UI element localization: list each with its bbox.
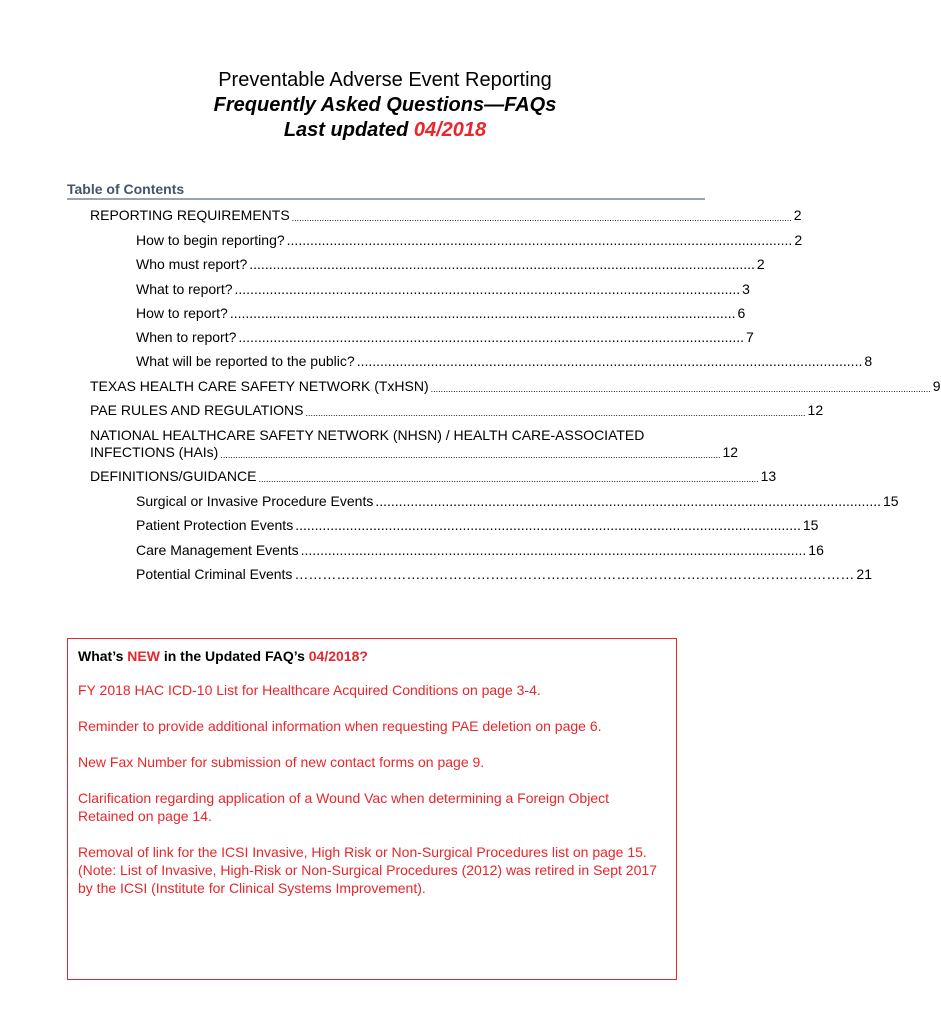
toc-entry-label: PAE RULES AND REGULATIONS [90, 402, 304, 418]
whats-new-title-new: NEW [127, 648, 160, 664]
toc-entry-page: 7 [746, 329, 754, 345]
toc-leader: .................................................................................................................................. [356, 353, 863, 369]
toc-entry-txhsn[interactable] [90, 378, 941, 395]
toc-entry-page: 13 [760, 468, 777, 484]
toc-entry-label: REPORTING REQUIREMENTS [90, 207, 290, 223]
toc-leader: .................................................................................................................................. [249, 256, 755, 272]
toc-leader: ........................................................................................................................................................................................................ [220, 450, 721, 460]
toc-entry-surgical-events[interactable] [136, 493, 899, 510]
toc-entry-label: DEFINITIONS/GUIDANCE [90, 468, 257, 484]
toc-entry-what-to-report[interactable] [136, 281, 750, 298]
toc-entry-reported-to-public[interactable] [136, 353, 873, 370]
toc-leader: .................................................................................................................................. [234, 281, 741, 297]
toc-entry-nhsn[interactable] [90, 444, 739, 461]
toc-heading: Table of Contents [67, 181, 705, 200]
toc-entry-label: How to begin reporting? [136, 232, 285, 248]
toc-entry-page: 8 [864, 353, 873, 369]
whats-new-item: FY 2018 HAC ICD-10 List for Healthcare Acquired Conditions on page 3-4. [78, 682, 541, 698]
whats-new-title [78, 648, 368, 664]
toc-leader: .................................................................................................................................. [229, 305, 736, 321]
toc-leader: .................................................................................................................................. [295, 517, 801, 533]
toc-leader: .................................................................................................................................. [286, 232, 793, 248]
whats-new-box [67, 638, 677, 980]
toc-entry-label: What will be reported to the public? [136, 353, 355, 369]
toc-entry-page: 6 [737, 305, 746, 321]
toc-leader: ........................................................................................................................................................................................................ [291, 213, 792, 223]
last-updated-date: 04/2018 [413, 119, 487, 141]
toc-entry-who-must-report[interactable] [136, 256, 765, 273]
toc-entry-page: 3 [742, 281, 750, 297]
whats-new-item: Removal of link for the ICSI Invasive, High Risk or Non-Surgical Procedures list on page 15. (Note: List of Invasive, High-Risk or Non-Surgical Procedures (2012) was retired in Sept 2017 by the ICSI (Institute for Clinical Systems Improvement). [78, 844, 657, 896]
toc-entry-page: 9 [932, 378, 941, 394]
document-title: Preventable Adverse Event Reporting [218, 69, 552, 91]
toc-entry-label: How to report? [136, 305, 228, 321]
whats-new-item: New Fax Number for submission of new contact forms on page 9. [78, 754, 485, 770]
toc-entry-label: Potential Criminal Events [136, 566, 293, 582]
toc-entry-criminal-events[interactable] [136, 566, 872, 583]
toc-leader: .................................................................................................................................. [238, 329, 745, 345]
toc-entry-page: 12 [807, 402, 824, 418]
whats-new-title-mid: in the Updated FAQ’s [159, 648, 309, 664]
toc-entry-label: Surgical or Invasive Procedure Events [136, 493, 374, 509]
toc-entry-page: 2 [793, 207, 802, 223]
toc-entry-page: 15 [802, 517, 819, 533]
document-subtitle: Frequently Asked Questions—FAQs [213, 94, 557, 116]
toc-leader: ………………………………………………………………………………………………………… [294, 566, 855, 582]
last-updated-label: Last updated [283, 119, 414, 141]
toc-entry-definitions[interactable] [90, 468, 777, 485]
toc-entry-page: 2 [794, 232, 803, 248]
toc-entry-page: 16 [808, 542, 824, 558]
toc-leader: .................................................................................................................................. [375, 493, 881, 509]
toc-entry-label: TEXAS HEALTH CARE SAFETY NETWORK (TxHSN) [90, 378, 429, 394]
toc-entry-how-to-report[interactable] [136, 305, 746, 322]
toc-entry-page: 2 [756, 256, 765, 272]
whats-new-title-prefix: What’s [78, 648, 128, 664]
toc-entry-label: When to report? [136, 329, 237, 345]
toc-leader: ........................................................................................................................................................................................................ [305, 408, 806, 418]
toc-entry-nhsn-label[interactable]: NATIONAL HEALTHCARE SAFETY NETWORK (NHSN) / HEALTH CARE-ASSOCIATED [90, 427, 645, 443]
last-updated [0, 118, 770, 143]
toc-entry-patient-protection[interactable] [136, 517, 819, 534]
toc-entry-when-to-report[interactable] [136, 329, 754, 346]
toc-leader: ........................................................................................................................................................................................................ [430, 384, 931, 394]
toc-entry-label: Patient Protection Events [136, 517, 294, 533]
toc-entry-page: 15 [883, 493, 899, 509]
toc-entry-label: Care Management Events [136, 542, 299, 558]
toc-entry-reporting-requirements[interactable] [90, 207, 802, 224]
toc-leader: ........................................................................................................................................................................................................ [258, 474, 759, 484]
toc-entry-how-to-begin[interactable] [136, 232, 803, 249]
toc-leader: .................................................................................................................................. [300, 542, 807, 558]
toc-entry-label-cont: INFECTIONS (HAIs) [90, 444, 219, 460]
whats-new-title-date: 04/2018? [308, 648, 368, 664]
toc-entry-care-management[interactable] [136, 542, 824, 559]
document-header [0, 68, 770, 143]
toc-entry-page: 12 [722, 444, 739, 460]
whats-new-item: Clarification regarding application of a Wound Vac when determining a Foreign Object Retained on page 14. [78, 790, 610, 824]
toc-entry-label: Who must report? [136, 256, 248, 272]
toc-entry-page: 21 [856, 566, 872, 582]
toc-entry-pae-rules[interactable] [90, 402, 824, 419]
whats-new-item: Reminder to provide additional information when requesting PAE deletion on page 6. [78, 718, 602, 734]
toc-entry-label: What to report? [136, 281, 233, 297]
